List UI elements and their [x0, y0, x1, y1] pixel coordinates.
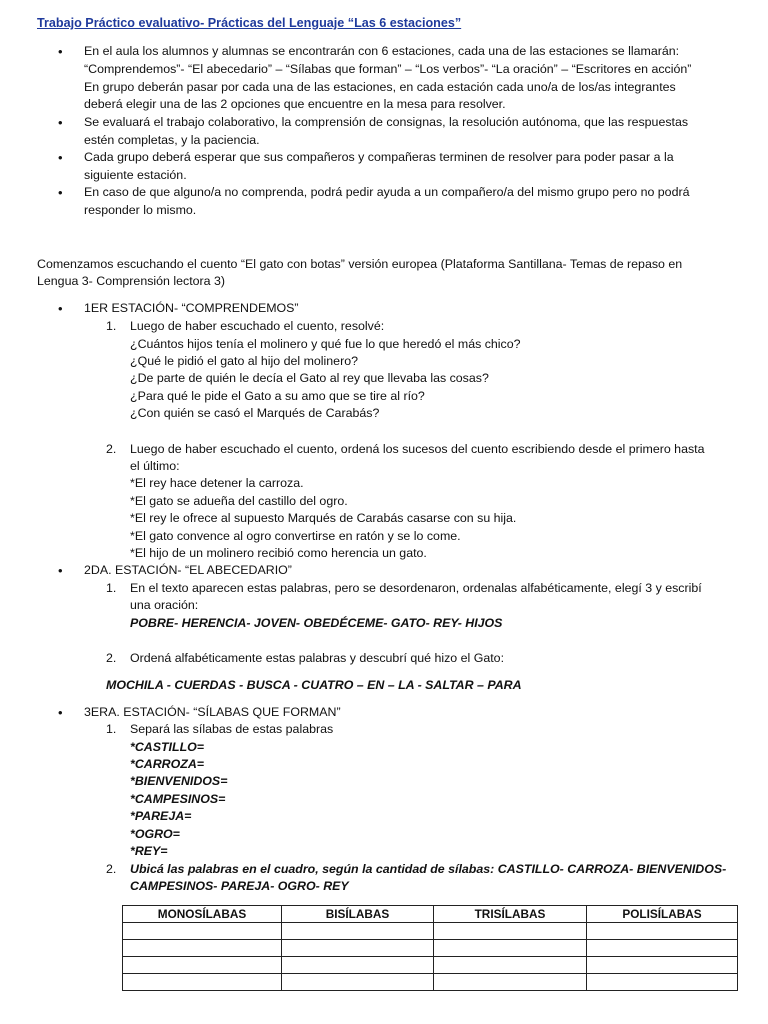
table-cell[interactable]	[587, 974, 738, 991]
bullet-icon: •	[58, 185, 63, 200]
station1-question: ¿Qué le pidió el gato al hijo del molinero?	[130, 354, 358, 368]
table-cell[interactable]	[282, 940, 434, 957]
table-header-polisilabas: POLISÍLABAS	[587, 906, 738, 923]
station3-item1-intro: Separá las sílabas de estas palabras	[130, 722, 334, 736]
table-cell[interactable]	[123, 957, 282, 974]
intro-bullet-2-line-2: estén completas, y la paciencia.	[84, 133, 260, 147]
table-header-monosilabas: MONOSÍLABAS	[123, 906, 282, 923]
station2-item2-words: MOCHILA - CUERDAS - BUSCA - CUATRO – EN – LA - SALTAR – PARA	[106, 678, 522, 692]
station1-question: ¿Para qué le pide el Gato a su amo que se tire al río?	[130, 389, 425, 403]
station1-question: ¿De parte de quién le decía el Gato al rey que llevaba las cosas?	[130, 371, 489, 385]
table-row	[123, 940, 738, 957]
table-cell[interactable]	[434, 957, 587, 974]
table-cell[interactable]	[587, 957, 738, 974]
bullet-icon: •	[58, 44, 63, 59]
station1-event: *El gato se adueña del castillo del ogro.	[130, 494, 348, 508]
table-row	[123, 974, 738, 991]
table-cell[interactable]	[123, 923, 282, 940]
intro-bullet-1-line-3: En grupo deberán pasar por cada una de las estaciones, en cada estación cada uno/a de los/as integrantes	[84, 80, 676, 94]
station3-item2-line-2: CAMPESINOS- PAREJA- OGRO- REY	[130, 879, 349, 893]
listen-text-line-1: Comenzamos escuchando el cuento “El gato con botas” versión europea (Plataforma Santillana- Temas de repaso en	[37, 257, 683, 271]
station3-word: *CARROZA=	[130, 757, 205, 771]
station2-item1-intro-line-1: En el texto aparecen estas palabras, pero se desordenaron, ordenalas alfabéticamente, elegí 3 y escribí	[130, 581, 702, 595]
station2-item1-words: POBRE- HERENCIA- JOVEN- OBEDÉCEME- GATO- REY- HIJOS	[130, 616, 503, 630]
intro-bullet-1-line-2: “Comprendemos”- “El abecedario” – “Sílabas que forman” – “Los verbos”- “La oración” – “Escritores en acción”	[84, 62, 692, 76]
station1-item2-intro-line-1: Luego de haber escuchado el cuento, ordená los sucesos del cuento escribiendo desde el primero hasta	[130, 442, 705, 456]
station3-word: *CASTILLO=	[130, 740, 205, 754]
table-row	[123, 957, 738, 974]
list-number: 1.	[106, 319, 117, 333]
table-cell[interactable]	[434, 923, 587, 940]
table-cell[interactable]	[587, 940, 738, 957]
table-cell[interactable]	[434, 974, 587, 991]
list-number: 2.	[106, 862, 117, 876]
table-header-bisilabas: BISÍLABAS	[282, 906, 434, 923]
table-cell[interactable]	[123, 974, 282, 991]
intro-bullet-3-line-1: Cada grupo deberá esperar que sus compañeros y compañeras terminen de resolver para poder pasar a la	[84, 150, 674, 164]
list-number: 1.	[106, 581, 117, 595]
intro-bullet-2-line-1: Se evaluará el trabajo colaborativo, la comprensión de consignas, la resolución autónoma, que las respuestas	[84, 115, 689, 129]
station1-question: ¿Cuántos hijos tenía el molinero y qué fue lo que heredó el más chico?	[130, 337, 521, 351]
station1-event: *El rey hace detener la carroza.	[130, 476, 304, 490]
table-header-trisilabas: TRISÍLABAS	[434, 906, 587, 923]
station1-heading: 1ER ESTACIÓN- “COMPRENDEMOS”	[84, 301, 299, 315]
station1-question: ¿Con quién se casó el Marqués de Carabás?	[130, 406, 380, 420]
station2-item1-intro-line-2: una oración:	[130, 598, 199, 612]
table-row	[123, 923, 738, 940]
station3-word: *CAMPESINOS=	[130, 792, 226, 806]
table-header-row	[123, 906, 738, 923]
bullet-icon: •	[58, 563, 63, 578]
station3-word: *OGRO=	[130, 827, 180, 841]
table-cell[interactable]	[587, 923, 738, 940]
intro-bullet-4-line-2: responder lo mismo.	[84, 203, 197, 217]
bullet-icon: •	[58, 150, 63, 165]
station1-event: *El rey le ofrece al supuesto Marqués de Carabás casarse con su hija.	[130, 511, 517, 525]
station1-item1-intro: Luego de haber escuchado el cuento, resolvé:	[130, 319, 385, 333]
bullet-icon: •	[58, 115, 63, 130]
syllable-table	[122, 905, 738, 991]
bullet-icon: •	[58, 301, 63, 316]
station3-item2-line-1: Ubicá las palabras en el cuadro, según la cantidad de sílabas: CASTILLO- CARROZA- BIENVENIDOS-	[130, 862, 727, 876]
table-cell[interactable]	[434, 940, 587, 957]
listen-text-line-2: Lengua 3- Comprensión lectora 3)	[37, 274, 226, 288]
station3-word: *BIENVENIDOS=	[130, 774, 228, 788]
intro-bullet-3-line-2: siguiente estación.	[84, 168, 187, 182]
table-cell[interactable]	[282, 974, 434, 991]
bullet-icon: •	[58, 705, 63, 720]
list-number: 2.	[106, 651, 117, 665]
list-number: 1.	[106, 722, 117, 736]
station3-heading: 3ERA. ESTACIÓN- “SÍLABAS QUE FORMAN”	[84, 705, 341, 719]
station1-item2-intro-line-2: el último:	[130, 459, 180, 473]
station2-heading: 2DA. ESTACIÓN- “EL ABECEDARIO”	[84, 563, 292, 577]
intro-bullet-4-line-1: En caso de que alguno/a no comprenda, podrá pedir ayuda a un compañero/a del mismo grupo pero no podrá	[84, 185, 690, 199]
station1-event: *El gato convence al ogro convertirse en ratón y se lo come.	[130, 529, 461, 543]
station2-item2-intro: Ordená alfabéticamente estas palabras y descubrí qué hizo el Gato:	[130, 651, 505, 665]
station3-word: *REY=	[130, 844, 168, 858]
station1-event: *El hijo de un molinero recibió como herencia un gato.	[130, 546, 427, 560]
intro-bullet-1-line-1: En el aula los alumnos y alumnas se encontrarán con 6 estaciones, cada una de las estaciones se llamarán:	[84, 44, 680, 58]
list-number: 2.	[106, 442, 117, 456]
document-title: Trabajo Práctico evaluativo- Prácticas del Lenguaje “Las 6 estaciones”	[37, 16, 462, 30]
table-cell[interactable]	[282, 923, 434, 940]
station3-word: *PAREJA=	[130, 809, 192, 823]
table-cell[interactable]	[123, 940, 282, 957]
intro-bullet-1-line-4: deberá elegir una de las 2 opciones que encuentre en la mesa para resolver.	[84, 97, 506, 111]
table-cell[interactable]	[282, 957, 434, 974]
